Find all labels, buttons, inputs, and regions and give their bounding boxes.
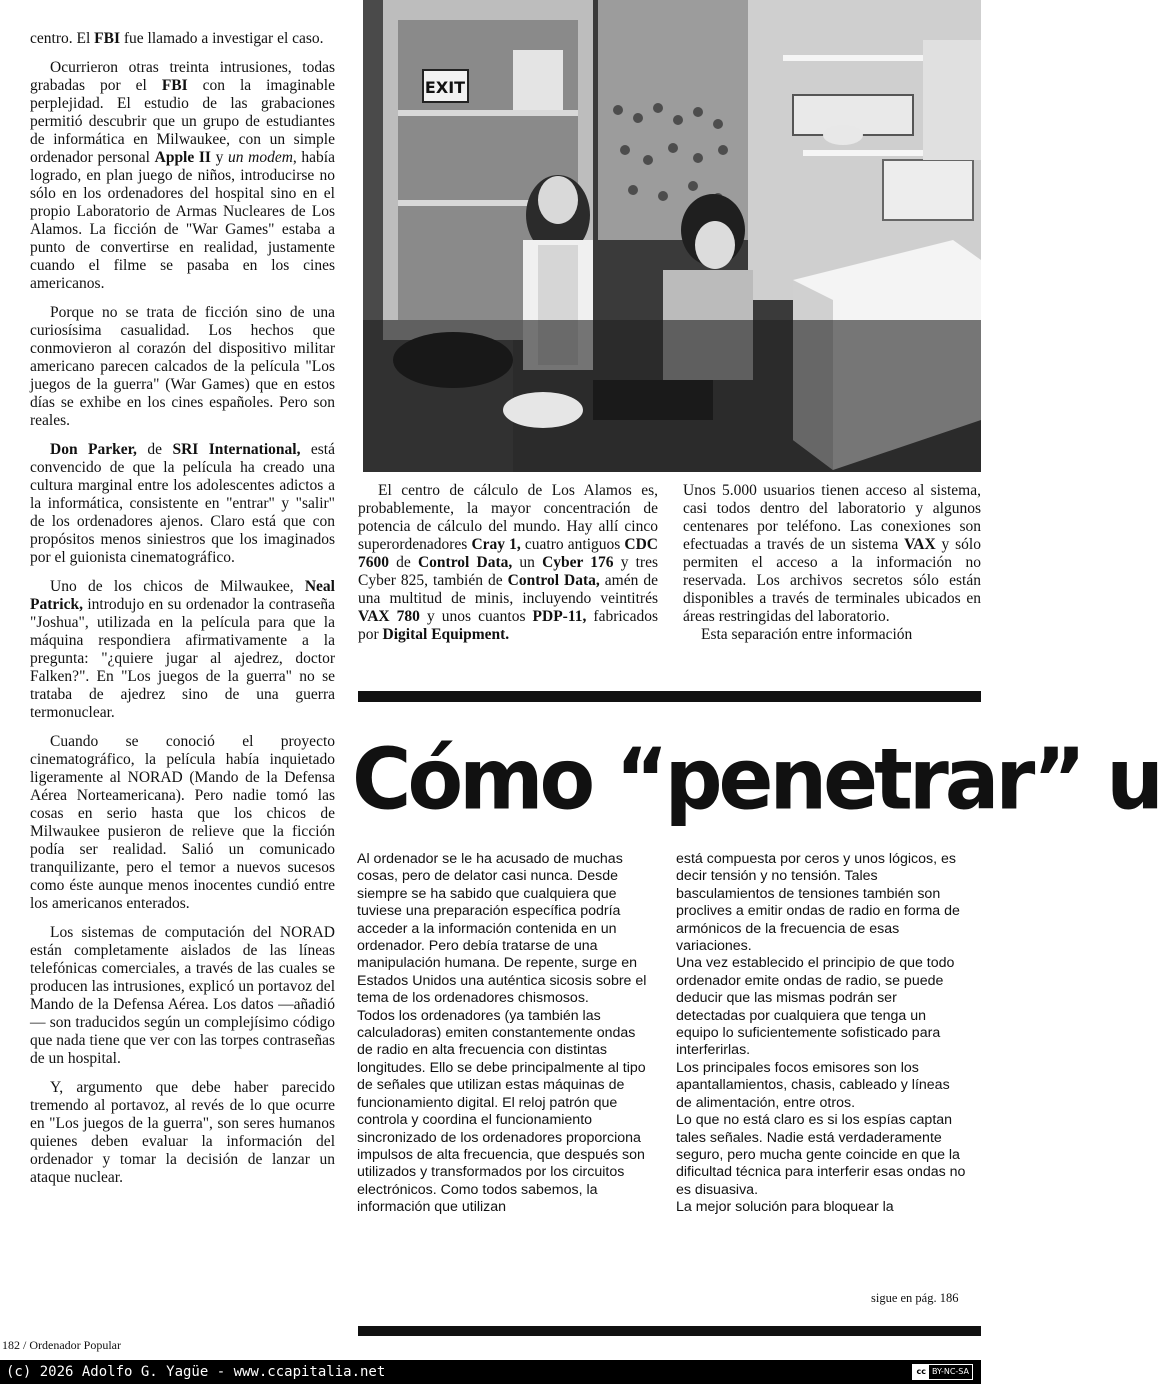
text-run: fabricados por [358, 608, 658, 643]
bold-term: CDC 7600 [358, 536, 658, 571]
sidebar-paragraph: La mejor solución para bloquear la [676, 1199, 894, 1216]
copyright-notice: (c) 2026 Adolfo G. Yagüe - www.ccapitalia.net [6, 1364, 386, 1380]
photo-caption-right [683, 482, 981, 626]
bold-term: FBI [161, 77, 188, 94]
text-run: , había logrado, en plan juego de niños, introducirse no sólo en los ordenadores del hospital sino en el propio Laboratorio de Armas Nucleares de Los Alamos. La ficción de "War Games" estaba a punto de convertirse en realidad, justamente cuando el filme se pasaba en los cines americanos. [30, 149, 335, 292]
text-run: con la imaginable perplejidad. El estudio de las grabaciones permitió descubrir que un grupo de estudiantes de informática en Milwaukee, con un simple ordenador personal [30, 77, 335, 166]
text-run: Uno de los chicos de Milwaukee, [50, 578, 305, 595]
text-run: Los sistemas de computación del NORAD están completamente aislados de las líneas telefónicas comerciales, a través de las cuales se producen las intrusiones, explicó un portavoz del Mando de la Defensa Aérea. Los datos —añadió— son traducidos según un complejísimo código que nada tiene que ver con las torpes contraseñas de un hospital. [30, 924, 335, 1067]
bold-term: VAX 780 [358, 608, 420, 625]
sidebar-paragraph: Una vez establecido el principio de que todo ordenador emite ondas de radio, se puede deducir que las mismas podrán ser detectadas por cualquiera que tenga un equipo lo suficientemente sofisticado para interferirlas. [676, 955, 955, 1059]
bold-term: Cray 1, [471, 536, 521, 553]
text-run: Cuando se conoció el proyecto cinematográfico, la película había inquietado ligeramente al NORAD (Mando de la Defensa Aérea Norteamericana). Pero nadie tomó las cosas en serio hasta que los chicos de Milwaukee pusieron de relieve que la ficción podía ser realidad. Salió un comunicado tranquilizante, pero el temor a nuevos sucesos como éste aunque menos inocentes cundió entre los americanos enterados. [30, 733, 335, 912]
text-run: Porque no se trata de ficción sino de una curiosísima casualidad. Los hechos que conmovieron al corazón del dispositivo militar americano parecen calcados de la película "Los juegos de la guerra" (War Games) que en estos días se exhibe en los cines españoles. Pero son reales. [30, 304, 335, 429]
bold-term: Control Data, [507, 572, 600, 589]
text-run: un [512, 554, 543, 571]
sidebar-paragraph: Al ordenador se le ha acusado de muchas cosas, pero de delator casi nunca. Desde siempre se ha sabido que cualquiera que tuviese una preparación específica podría acceder a la información contenida en un ordenador. Pero debía tratarse de una manipulación humana. De repente, surge en Estados Unidos una auténtica sicosis sobre el tema de los ordenadores chismosos. [357, 851, 647, 1007]
text-run: de [136, 441, 173, 458]
text-run: y [210, 149, 228, 166]
page-folio: 182 / Ordenador Popular [2, 1338, 121, 1352]
bold-term: Neal Patrick, [30, 578, 335, 613]
text-run: cuatro antiguos [520, 536, 625, 553]
bold-term: Apple II [154, 149, 211, 166]
article-paragraph [30, 30, 335, 48]
bold-term: Control Data, [417, 554, 513, 571]
text-run: Y, argumento que debe haber parecido tremendo al portavoz, al revés de lo que ocurre en "Los juegos de la guerra", son seres humanos quienes deben evaluar la información del ordenador y tomar la decisión de lanzar un ataque nuclear. [30, 1079, 335, 1186]
sidebar-body-right-column [676, 851, 968, 1217]
bold-term: SRI International, [172, 441, 301, 458]
sidebar-paragraph: Todos los ordenadores (ya también las calculadoras) emiten constantemente ondas de radio en alta frecuencia con distintas longitudes. Ello se debe principalmente al tipo de señales que utilizan estas máquinas de funcionamiento digital. El reloj patrón que controla y coordina el funcionamiento sincronizado de los ordenadores proporciona impulsos de alta frecuencia, que después son utilizados y transformados por los circuitos electrónicos. Como todos sabemos, la información que utilizan [357, 1007, 646, 1216]
footer-bar [0, 1360, 981, 1384]
sidebar-paragraph: está compuesta por ceros y unos lógicos, es decir tensión y no tensión. Tales basculamientos de tensiones también son proclives a emitir ondas de radio en forma de armónicos de la frecuencia de esas variaciones. [676, 851, 960, 955]
text-run: fue llamado a investigar el caso. [119, 30, 324, 47]
text-run: de [389, 554, 418, 571]
italic-term: un modem [227, 149, 293, 166]
photo-caption-left [358, 482, 658, 644]
article-paragraph [30, 1079, 335, 1187]
text-run: amén de una multitud de minis, incluyendo veintitrés [358, 572, 658, 607]
text-run: centro. El [30, 30, 95, 47]
article-paragraph [30, 59, 335, 293]
photo-caption-right-continued: Esta separación entre información [701, 626, 913, 643]
bold-term: Digital Equipment. [382, 626, 510, 643]
text-run: y tres Cyber 825, también de [358, 554, 659, 589]
text-run: Unos 5.000 usuarios tienen acceso al sistema, casi todos dentro del laboratorio y algunos centenares por teléfono. Las conexiones son efectuadas a través de un sistema [683, 482, 981, 553]
article-paragraph [30, 304, 335, 430]
bottom-rule [358, 1326, 981, 1336]
continued-note: sigue en pág. 186 [871, 1291, 959, 1305]
text-run: y unos cuantos [419, 608, 533, 625]
text-run: Ocurrieron otras treinta intrusiones, todas grabadas por el [30, 59, 335, 94]
cc-icon: cc [913, 1365, 928, 1379]
text-run: está convencido de que la película ha creado una cultura marginal entre los adolescentes adictos a la informática, consistente en "entrar" y "salir" de los ordenadores ajenos. Claro está que con propósitos menos siniestros que los imaginados por el guionista cinematográfico. [30, 441, 335, 566]
license-label: BY-NC-SA [931, 1367, 969, 1376]
bold-term: Don Parker, [50, 441, 137, 458]
lab-photograph [363, 0, 981, 472]
bold-term: VAX [904, 536, 936, 553]
article-paragraph [30, 441, 335, 567]
sidebar-paragraph: Los principales focos emisores son los apantallamientos, chasis, cableado y líneas de alimentación, entre otros. [676, 1059, 950, 1111]
text-run: y sólo permiten el acceso a la información no reservada. Los archivos secretos sólo están disponibles a través de terminales ubicados en áreas restringidas del laboratorio. [683, 536, 981, 625]
caption-paragraph [358, 482, 658, 644]
sidebar-body-left-column [357, 851, 655, 1217]
lab-photo-illustration [363, 0, 981, 472]
article-paragraph [30, 924, 335, 1068]
exit-sign: EXIT [424, 78, 466, 97]
article-paragraph [30, 578, 335, 722]
photo-caption-right-wrap [683, 482, 981, 644]
bold-term: Cyber 176 [542, 554, 614, 571]
bold-term: FBI [94, 30, 120, 47]
text-run: introdujo en su ordenador la contraseña "Joshua", utilizada en la película para que la máquina respondiera afirmativamente a la pregunta: "¿quiere jugar al ajedrez, doctor Falken?". En "Los juegos de la guerra" no se trataba de ajedrez sino de una guerra termonuclear. [30, 596, 335, 721]
article-paragraph [30, 733, 335, 913]
article-headline: Cómo “penetrar” u [352, 730, 1160, 830]
text-run: El centro de cálculo de Los Alamos es, probablemente, la mayor concentración de potencia de cálculo del mundo. Hay allí cinco superordenadores [358, 482, 658, 553]
cc-license-badge[interactable] [912, 1364, 973, 1380]
sidebar-paragraph: Lo que no está claro es si los espías captan tales señales. Nadie está verdaderamente seguro, pero mucha gente coincide en que la dificultad técnica para interferir esas ondas no es disuasiva. [676, 1112, 966, 1198]
article-left-column [30, 30, 335, 1198]
bold-term: PDP-11, [532, 608, 587, 625]
headline-top-rule [358, 691, 981, 702]
